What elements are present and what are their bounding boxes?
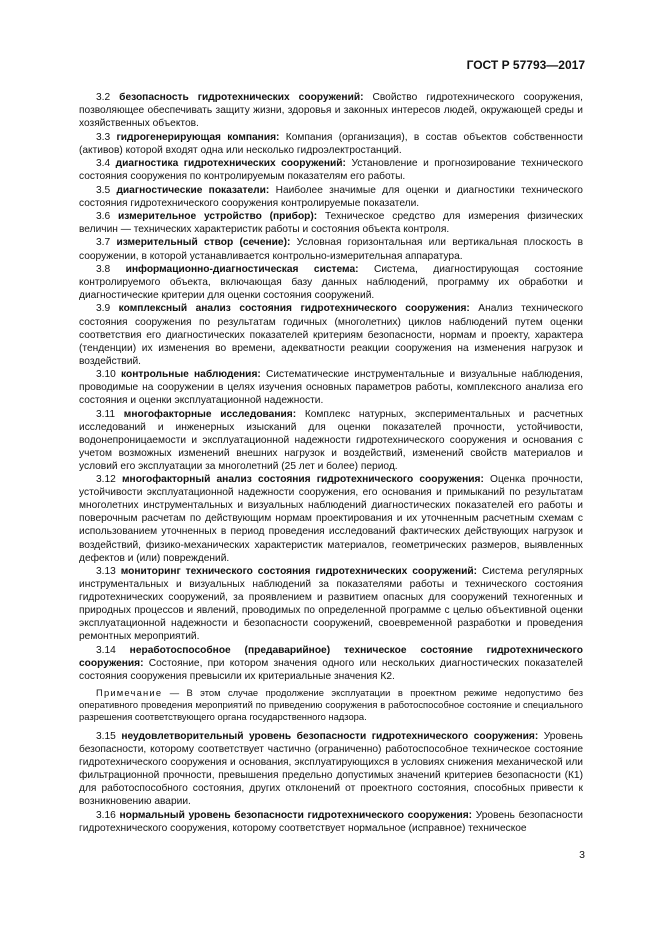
definition-paragraph: 3.14 неработоспособное (предаварийное) техническое состояние гидротехнического сооружения: Состояние, при котором значения одного или нескольких диагностических показателей состояния сооружения превысили их критериальные значения К2. <box>79 644 583 682</box>
definition-paragraph: 3.11 многофакторные исследования: Комплекс натурных, экспериментальных и расчетных исследований и инженерных изысканий для оценки показателей прочности, устойчивости, водонепроницаемости и эксплуатационной надежности гидротехнического сооружения и основания с учетом возможных изменений внешних нагрузок и воздействий, изменений свойств материалов и условий его эксплуатации за многолетний (25 лет и более) период. <box>79 408 583 472</box>
term: неработоспособное (предаварийное) техническое состояние гидротехнического сооружения: <box>79 644 583 669</box>
definition-paragraph: 3.5 диагностические показатели: Наиболее значимые для оценки и диагностики технического состояния гидротехнического сооружения контролируемые показатели. <box>79 184 583 209</box>
term: нормальный уровень безопасности гидротехнического сооружения: <box>119 809 473 821</box>
term: измерительное устройство (прибор): <box>118 210 318 222</box>
term: безопасность гидротехнических сооружений: <box>119 92 364 103</box>
note-text: — В этом случае продолжение эксплуатации в проектном режиме недопустимо без оперативного проведения мероприятий по приведению сооружения в работоспособное состояние и специального разрешения соответствующего органа государственного надзора. <box>79 686 583 722</box>
term: многофакторные исследования: <box>123 408 297 420</box>
definition-paragraph: 3.6 измерительное устройство (прибор): Техническое средство для измерения физических величин — технических характеристик работы и состояния объекта контроля. <box>79 210 583 236</box>
definition-paragraph: 3.12 многофакторный анализ состояния гидротехнического сооружения: Оценка прочности, устойчивости эксплуатационной надежности сооружения, его основания и примыканий по результатам многолетних инструментальных и визуальных наблюдений диагностических показателей его работы и поверочным расчетам по действующим нормам проектирования и их уточненным расчетным схемам с использованием уточненных в период проведения исследований фактических действующих нагрузок и воздействий, физико-механических характеристик материалов, геометрических размеров, выявленных дефектов и (или) повреждений. <box>79 474 583 564</box>
term: диагностические показатели: <box>116 184 270 196</box>
definition-paragraph: 3.16 нормальный уровень безопасности гидротехнического сооружения: Уровень безопасности гидротехнического сооружения, которому соответствует нормальное (исправное) техническое <box>79 809 583 834</box>
definition-paragraph: 3.9 комплексный анализ состояния гидротехнического сооружения: Анализ технического состояния сооружения по результатам годичных (многолетних) циклов наблюдений путем оценки соответствия его диагностических показателей критериям безопасности, нормам и проекту, характера (тенденции) их изменения во времени, адекватности реакции сооружения на изменения нагрузок и воздействий. <box>79 303 583 367</box>
term: диагностика гидротехнических сооружений: <box>115 158 346 170</box>
term: гидрогенерирующая компания: <box>116 131 280 143</box>
term: измерительный створ (сечение): <box>116 237 291 249</box>
term: контрольные наблюдения: <box>121 369 261 381</box>
term: комплексный анализ состояния гидротехнического сооружения: <box>118 303 470 315</box>
term: неудовлетворительный уровень безопасности гидротехнического сооружения: <box>121 731 539 743</box>
definition-paragraph: 3.4 диагностика гидротехнических сооружений: Установление и прогнозирование технического состояния сооружения по контролируемым показателям его работы. <box>79 158 583 183</box>
note-label: Примечание <box>96 686 163 698</box>
term: мониторинг технического состояния гидротехнических сооружений: <box>120 565 478 577</box>
term: информационно-диагностическая система: <box>125 263 359 275</box>
document-id-header: ГОСТ Р 57793—2017 <box>466 58 585 72</box>
page-number: 3 <box>579 849 585 861</box>
definition-paragraph: 3.3 гидрогенерирующая компания: Компания (организация), в состав объектов собственности (активов) которой входят одна или несколько гидроэлектростанций. <box>79 131 583 156</box>
definition-paragraph: 3.2 безопасность гидротехнических сооружений: Свойство гидротехнического сооружения, позволяющее обеспечивать защиту жизни, здоровья и законных интересов людей, окружающей среды и хозяйственных объектов. <box>79 92 583 130</box>
definition-paragraph: 3.15 неудовлетворительный уровень безопасности гидротехнического сооружения: Уровень безопасности, которому соответствует частично (ограниченно) работоспособное техническое состояние гидротехнического сооружения и основания, эксплуатирующихся в условиях снижения механической или фильтрационной прочности, превышения предельно допустимых значений критериев безопасности (К1) для работоспособного состояния, других отклонений от проектного состояния, способных привести к возникновению аварии. <box>79 731 583 808</box>
note <box>79 687 583 723</box>
definition-paragraph: 3.8 информационно-диагностическая система: Система, диагностирующая состояние контролируемого объекта, включающая базу данных наблюдений, программу их обработки и диагностические критерии для оценки состояния сооружений. <box>79 263 583 302</box>
term: многофакторный анализ состояния гидротехнического сооружения: <box>122 474 484 486</box>
definition-paragraph: 3.13 мониторинг технического состояния гидротехнических сооружений: Система регулярных инструментальных и визуальных наблюдений за показателями работы и технического состояния гидротехнических сооружений, за проявлением и развитием опасных для сооружений техногенных и природных процессов и явлений, проводимых по определенной программе с целью объективной оценки эксплуатационной надежности и безопасности сооружений, своевременной разработки и проведения ремонтных мероприятий. <box>79 565 583 643</box>
definition-paragraph: 3.10 контрольные наблюдения: Систематические инструментальные и визуальные наблюдения, проводимые на сооружении в целях изучения основных параметров работы, комплексного анализа его состояния и оценки эксплуатационной надежности. <box>79 369 583 407</box>
document-body <box>79 91 583 835</box>
definition-paragraph: 3.7 измерительный створ (сечение): Условная горизонтальная или вертикальная плоскость в сооружении, в которой устанавливается контрольно-измерительная аппаратура. <box>79 237 583 262</box>
